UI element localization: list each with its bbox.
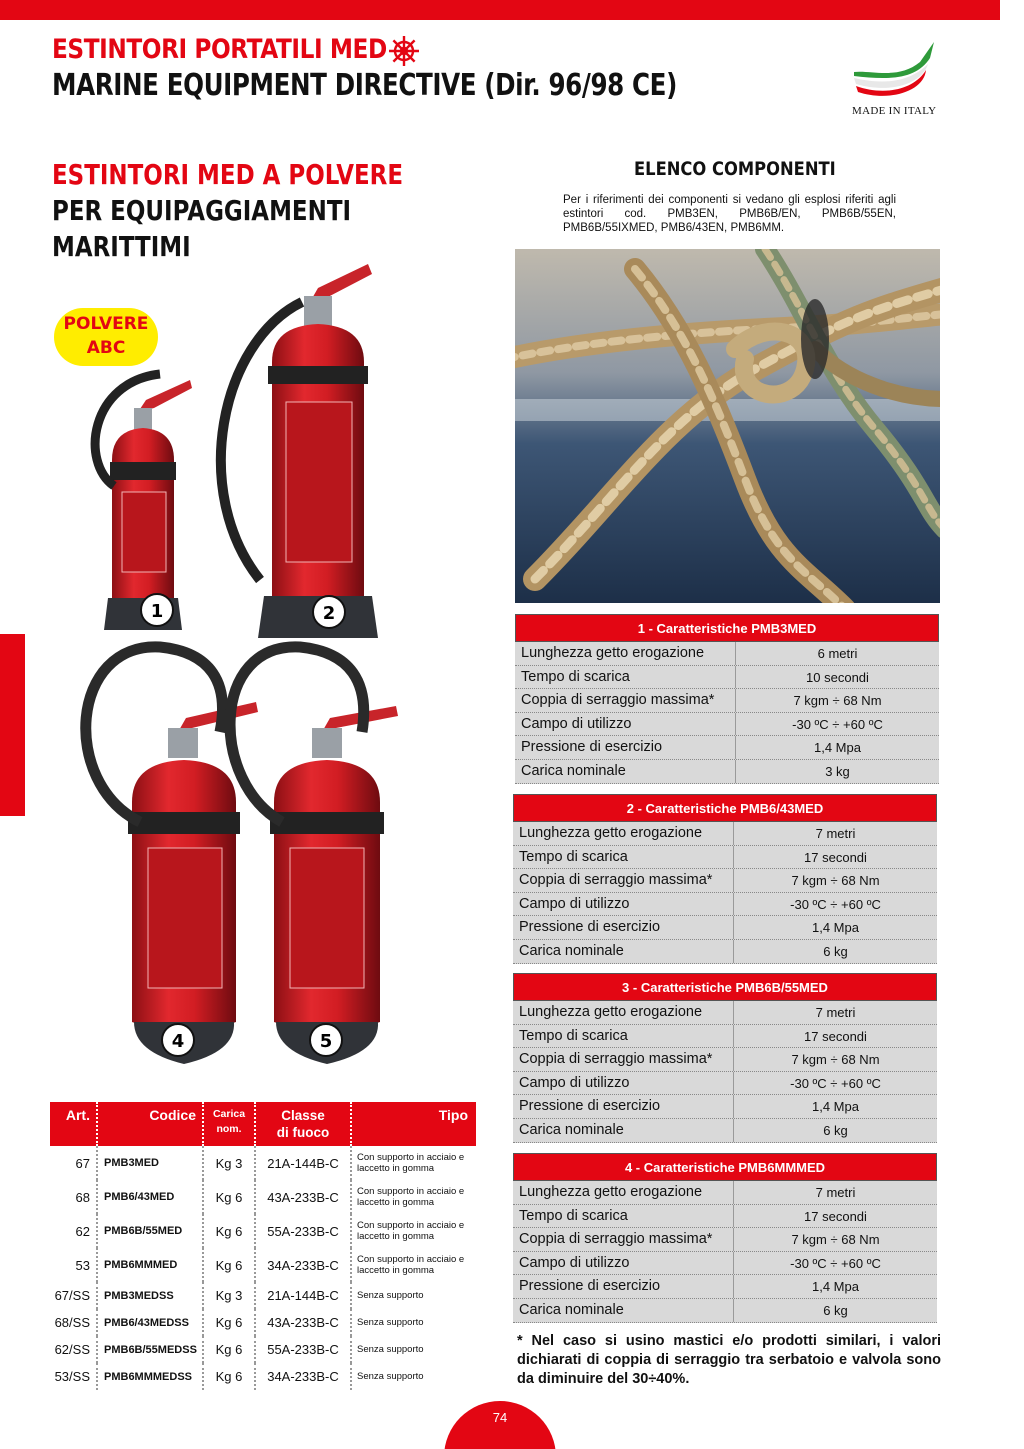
spec-row	[513, 1205, 937, 1229]
spec-value: 17 secondi	[804, 1028, 867, 1044]
spec-value: 7 kgm ÷ 68 Nm	[791, 1052, 880, 1068]
ropes-photo	[515, 249, 940, 603]
header-carica	[204, 1102, 256, 1146]
spec-row	[513, 1181, 937, 1205]
cell-classe: 21A-144B-C	[256, 1146, 352, 1180]
header-carica-line2: nom.	[216, 1123, 242, 1135]
spec-row	[513, 1095, 937, 1119]
spec-row	[513, 1299, 937, 1323]
title-line-2: PER EQUIPAGGIAMENTI	[52, 194, 352, 227]
spec-key: Pressione di esercizio	[515, 736, 736, 759]
badge-line-2: ABC	[86, 338, 126, 358]
spec-key: Coppia di serraggio massima*	[513, 1048, 734, 1071]
cell-code: PMB3MED	[98, 1146, 204, 1180]
spec-row	[513, 1001, 937, 1025]
cell-code: PMB6MMMED	[98, 1248, 204, 1282]
spec-row	[513, 846, 937, 870]
spec-table-2	[513, 794, 937, 964]
spec-key: Coppia di serraggio massima*	[513, 869, 734, 892]
spec-row	[513, 940, 937, 964]
spec-key: Tempo di scarica	[513, 1025, 734, 1048]
cell-kg: Kg 6	[204, 1309, 256, 1336]
spec-value: 17 secondi	[804, 1208, 867, 1224]
number-label: 1	[150, 601, 164, 622]
spec-key: Lunghezza getto erogazione	[513, 1001, 734, 1024]
table-row	[50, 1336, 476, 1363]
spec-table-title: 4 - Caratteristiche PMB6MMMED	[513, 1153, 937, 1181]
spec-value: 6 metri	[817, 646, 858, 661]
cell-code: PMB6B/55MEDSS	[98, 1336, 204, 1363]
number-label: 5	[319, 1031, 333, 1052]
cell-code: PMB3MEDSS	[98, 1282, 204, 1309]
spec-value: 7 metri	[815, 826, 856, 841]
spec-key: Pressione di esercizio	[513, 1095, 734, 1118]
cell-tipo: Con supporto in acciaio e laccetto in gomma	[357, 1152, 465, 1174]
cell-code: PMB6MMMEDSS	[98, 1363, 204, 1390]
extinguishers-illustration	[50, 262, 410, 1092]
spec-row	[513, 1025, 937, 1049]
spec-key: Lunghezza getto erogazione	[513, 1181, 734, 1204]
spec-key: Lunghezza getto erogazione	[515, 642, 736, 665]
spec-table-title: 2 - Caratteristiche PMB6/43MED	[513, 794, 937, 822]
spec-table-4	[513, 1153, 937, 1323]
spec-key: Campo di utilizzo	[513, 893, 734, 916]
spec-row	[513, 1119, 937, 1143]
table-row	[50, 1214, 476, 1248]
spec-value: -30 ºC ÷ +60 ºC	[792, 716, 883, 732]
table-row	[50, 1180, 476, 1214]
cell-kg: Kg 3	[204, 1282, 256, 1309]
components-heading: ELENCO COMPONENTI	[634, 158, 836, 180]
spec-row	[513, 1228, 937, 1252]
cell-art: 68	[50, 1180, 98, 1214]
header-classe	[256, 1102, 352, 1146]
cell-classe: 43A-233B-C	[256, 1180, 352, 1214]
spec-key: Coppia di serraggio massima*	[515, 689, 736, 712]
spec-row	[513, 916, 937, 940]
title-red: ESTINTORI MED A POLVERE	[52, 158, 404, 191]
cell-classe: 43A-233B-C	[256, 1309, 352, 1336]
badge-line-1: POLVERE	[63, 314, 149, 334]
spec-row	[513, 1048, 937, 1072]
cell-tipo: Con supporto in acciaio e laccetto in gomma	[357, 1220, 465, 1242]
header-line-2: MARINE EQUIPMENT DIRECTIVE (Dir. 96/98 CE)	[52, 68, 677, 103]
cell-code: PMB6B/55MED	[98, 1214, 204, 1248]
spec-value: 7 kgm ÷ 68 Nm	[791, 1232, 880, 1248]
table-row	[50, 1282, 476, 1309]
header-classe-line2: di fuoco	[276, 1125, 330, 1140]
footnote: * Nel caso si usino mastici e/o prodotti similari, i valori dichiarati di coppia di serraggio tra serbatoio e valvola sono da diminuire del 30÷40%.	[517, 1333, 941, 1387]
spec-key: Coppia di serraggio massima*	[513, 1228, 734, 1251]
spec-table-3	[513, 973, 937, 1143]
product-table	[50, 1102, 476, 1390]
spec-row	[513, 822, 937, 846]
spec-row	[515, 689, 939, 713]
spec-row	[515, 666, 939, 690]
page-number: 74	[444, 1401, 556, 1449]
cell-code: PMB6/43MEDSS	[98, 1309, 204, 1336]
spec-key: Lunghezza getto erogazione	[513, 822, 734, 845]
spec-value: 6 kg	[823, 1122, 848, 1138]
spec-value: 7 kgm ÷ 68 Nm	[793, 693, 882, 709]
spec-row	[513, 893, 937, 917]
spec-value: -30 ºC ÷ +60 ºC	[790, 896, 881, 912]
cell-art: 53/SS	[50, 1363, 98, 1390]
cell-classe: 34A-233B-C	[256, 1363, 352, 1390]
spec-row	[513, 1252, 937, 1276]
spec-value: 1,4 Mpa	[812, 920, 859, 936]
ships-wheel-icon	[384, 34, 424, 68]
spec-value: 7 metri	[815, 1185, 856, 1200]
cell-kg: Kg 3	[204, 1146, 256, 1180]
spec-key: Pressione di esercizio	[513, 916, 734, 939]
cell-kg: Kg 6	[204, 1214, 256, 1248]
spec-value: 1,4 Mpa	[812, 1099, 859, 1115]
cell-art: 53	[50, 1248, 98, 1282]
spec-value: 17 secondi	[804, 849, 867, 865]
cell-classe: 55A-233B-C	[256, 1336, 352, 1363]
side-red-bar	[0, 634, 25, 816]
spec-table-title: 3 - Caratteristiche PMB6B/55MED	[513, 973, 937, 1001]
spec-value: 7 kgm ÷ 68 Nm	[791, 873, 880, 889]
spec-row	[515, 736, 939, 760]
cell-art: 68/SS	[50, 1309, 98, 1336]
cell-tipo: Senza supporto	[357, 1371, 424, 1382]
cell-kg: Kg 6	[204, 1180, 256, 1214]
cell-tipo: Con supporto in acciaio e laccetto in gomma	[357, 1186, 465, 1208]
cell-kg: Kg 6	[204, 1336, 256, 1363]
spec-value: 7 metri	[815, 1005, 856, 1020]
cell-art: 62	[50, 1214, 98, 1248]
cell-tipo: Senza supporto	[357, 1344, 424, 1355]
spec-row	[515, 642, 939, 666]
top-red-bar	[0, 0, 1000, 20]
spec-table-title: 1 - Caratteristiche PMB3MED	[515, 614, 939, 642]
spec-key: Pressione di esercizio	[513, 1275, 734, 1298]
spec-value: -30 ºC ÷ +60 ºC	[790, 1075, 881, 1091]
product-table-header	[50, 1102, 476, 1146]
spec-value: 3 kg	[825, 763, 850, 779]
spec-key: Campo di utilizzo	[513, 1252, 734, 1275]
spec-row	[513, 869, 937, 893]
number-label: 4	[171, 1031, 185, 1052]
cell-kg: Kg 6	[204, 1248, 256, 1282]
spec-key: Tempo di scarica	[513, 846, 734, 869]
header-codice: Codice	[98, 1102, 204, 1146]
spec-table-1	[515, 614, 939, 784]
extinguisher-2	[221, 264, 378, 638]
cell-classe: 55A-233B-C	[256, 1214, 352, 1248]
spec-row	[515, 760, 939, 784]
cell-code: PMB6/43MED	[98, 1180, 204, 1214]
spec-value: 6 kg	[823, 1302, 848, 1318]
spec-value: 1,4 Mpa	[812, 1279, 859, 1295]
spec-value: 6 kg	[823, 943, 848, 959]
spec-value: 10 secondi	[806, 669, 869, 685]
header-tipo: Tipo	[438, 1107, 468, 1123]
cell-tipo: Senza supporto	[357, 1317, 424, 1328]
cell-tipo: Senza supporto	[357, 1290, 424, 1301]
cell-art: 67	[50, 1146, 98, 1180]
table-row	[50, 1248, 476, 1282]
italy-flag-swoosh-icon	[850, 40, 940, 100]
components-intro: Per i riferimenti dei componenti si vedano gli esplosi riferiti agli estintori cod. PMB3EN, PMB6B/EN, PMB6B/55EN, PMB6B/55IXMED, PMB6/43EN, PMB6MM.	[563, 194, 896, 234]
header-classe-line1: Classe	[281, 1108, 325, 1123]
table-row	[50, 1309, 476, 1336]
table-row	[50, 1363, 476, 1390]
spec-key: Carica nominale	[513, 1299, 734, 1322]
table-row	[50, 1146, 476, 1180]
spec-key: Campo di utilizzo	[513, 1072, 734, 1095]
header-line-1: ESTINTORI PORTATILI MED	[52, 34, 387, 65]
cell-kg: Kg 6	[204, 1363, 256, 1390]
cell-tipo: Con supporto in acciaio e laccetto in gomma	[357, 1254, 465, 1276]
spec-row	[513, 1275, 937, 1299]
cell-classe: 34A-233B-C	[256, 1248, 352, 1282]
spec-key: Tempo di scarica	[515, 666, 736, 689]
spec-key: Campo di utilizzo	[515, 713, 736, 736]
header-art: Art.	[50, 1102, 98, 1146]
cell-art: 67/SS	[50, 1282, 98, 1309]
spec-row	[515, 713, 939, 737]
header-carica-line1: Carica	[212, 1108, 246, 1120]
number-label: 2	[322, 603, 336, 624]
title-line-3: MARITTIMI	[52, 230, 191, 263]
extinguisher-1	[95, 374, 192, 630]
cell-classe: 21A-144B-C	[256, 1282, 352, 1309]
cell-art: 62/SS	[50, 1336, 98, 1363]
spec-key: Carica nominale	[513, 940, 734, 963]
spec-key: Carica nominale	[513, 1119, 734, 1142]
spec-value: -30 ºC ÷ +60 ºC	[790, 1255, 881, 1271]
spec-value: 1,4 Mpa	[814, 740, 861, 756]
made-in-italy-label: MADE IN ITALY	[852, 105, 937, 117]
spec-row	[513, 1072, 937, 1096]
spec-key: Tempo di scarica	[513, 1205, 734, 1228]
spec-key: Carica nominale	[515, 760, 736, 783]
